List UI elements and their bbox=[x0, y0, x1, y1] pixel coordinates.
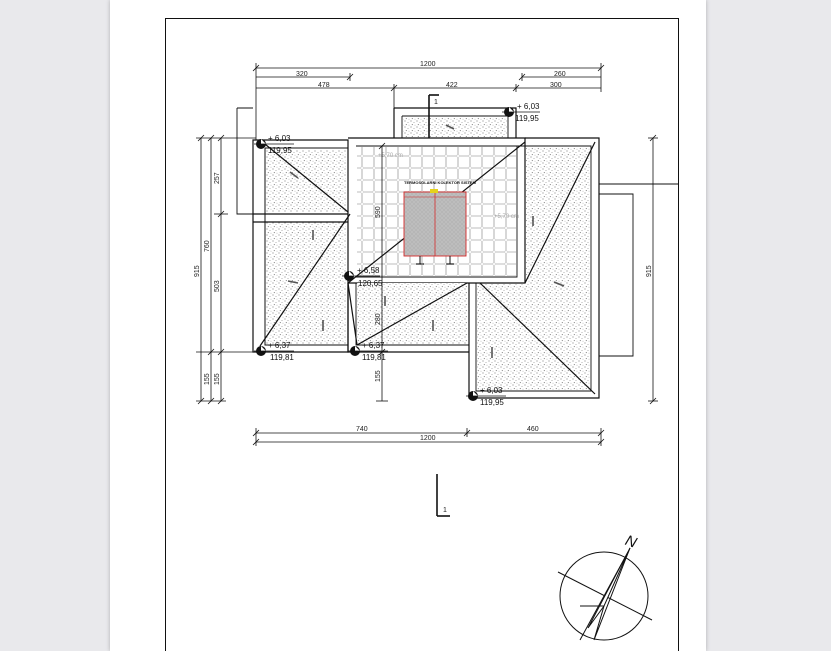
dim-bottom-a: 740 bbox=[356, 426, 368, 433]
dim-left-a: 257 bbox=[214, 172, 221, 184]
dim-left-b: 503 bbox=[214, 280, 221, 292]
dim-bottom-total: 1200 bbox=[420, 435, 436, 442]
level-rel: + 6,03 bbox=[268, 134, 291, 143]
level-marker bbox=[254, 134, 294, 155]
level-abs: 119,95 bbox=[480, 398, 504, 407]
dim-right-total: 915 bbox=[646, 265, 653, 277]
section-mark-label: 1 bbox=[434, 99, 438, 106]
dim-left-c: 155 bbox=[204, 373, 211, 385]
level-rel: + 6,58 bbox=[357, 266, 380, 275]
dim-left-mid: 760 bbox=[204, 240, 211, 252]
section-marker-bottom bbox=[437, 474, 450, 516]
dim-top-d: 422 bbox=[446, 82, 458, 89]
north-label: N bbox=[622, 532, 639, 552]
dim-bottom-b: 460 bbox=[527, 426, 539, 433]
left-dimensions bbox=[196, 135, 256, 404]
level-abs: 119,95 bbox=[515, 114, 539, 123]
level-abs: 119,81 bbox=[362, 353, 386, 362]
dim-top-c: 478 bbox=[318, 82, 330, 89]
level-abs: 119,81 bbox=[270, 353, 294, 362]
solar-system-label: TERMOSOLARNI KOLEKTOR SISTEM bbox=[404, 180, 476, 185]
dim-inner-a: 590 bbox=[375, 206, 382, 218]
level-abs: 119,95 bbox=[268, 146, 292, 155]
level-rel: + 6,03 bbox=[517, 102, 540, 111]
roof-plan-drawing bbox=[110, 0, 706, 651]
level-rel: + 6,03 bbox=[480, 386, 503, 395]
section-mark-bottom-label: 1 bbox=[443, 507, 447, 514]
dim-top-b: 260 bbox=[554, 71, 566, 78]
solar-collector bbox=[404, 180, 477, 264]
level-rel: + 6,37 bbox=[268, 341, 291, 350]
dim-top-e: 300 bbox=[550, 82, 562, 89]
dim-top-total: 1200 bbox=[420, 61, 436, 68]
dim-top-a: 320 bbox=[296, 71, 308, 78]
faint-annotation-b: +5,70 cm bbox=[494, 214, 519, 220]
north-arrow-icon bbox=[558, 532, 652, 640]
dim-inner-c: 155 bbox=[375, 370, 382, 382]
level-marker bbox=[466, 386, 506, 407]
dim-left-total: 915 bbox=[194, 265, 201, 277]
drawing-sheet bbox=[110, 0, 706, 651]
dim-inner-b: 280 bbox=[375, 313, 382, 325]
level-rel: + 6,37 bbox=[362, 341, 385, 350]
level-abs: 120,65 bbox=[358, 279, 383, 288]
faint-annotation-a: +5,70 cm bbox=[378, 153, 403, 159]
dim-left-d: 155 bbox=[214, 373, 221, 385]
